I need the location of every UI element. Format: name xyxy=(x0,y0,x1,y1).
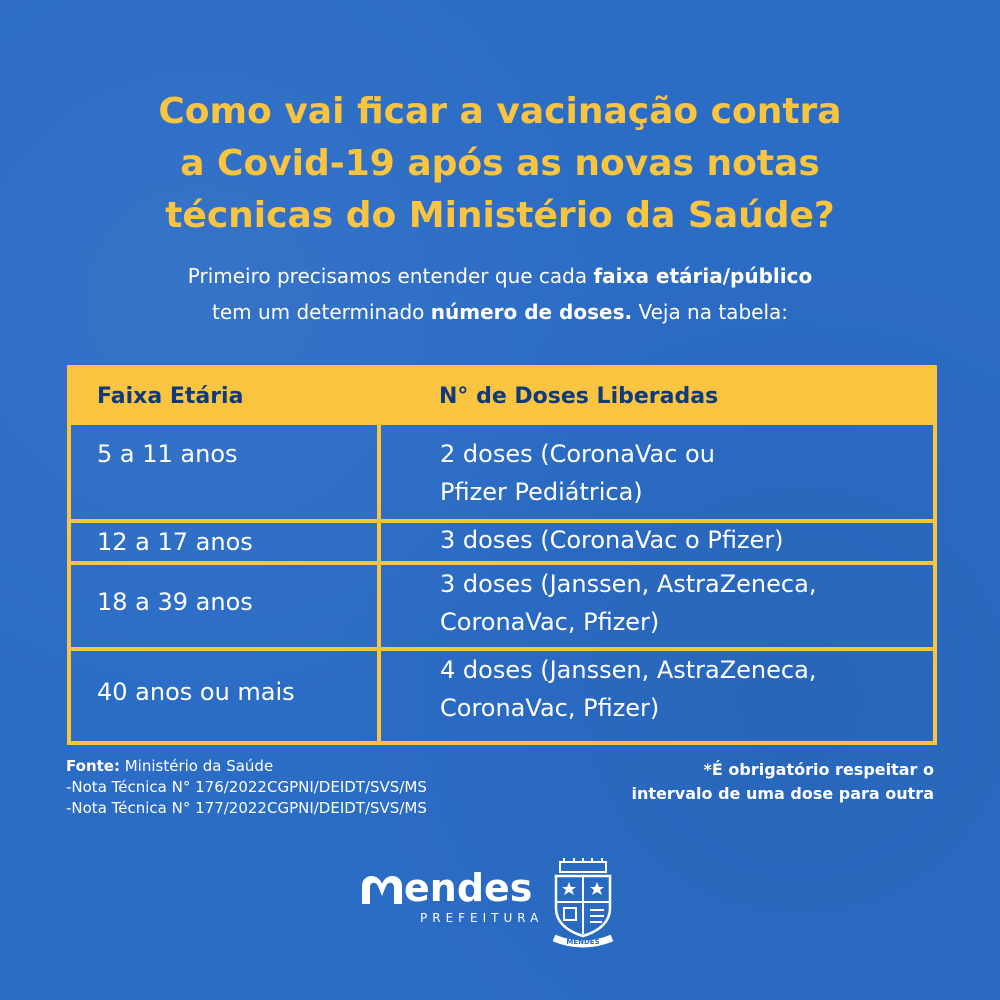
table-row-doses xyxy=(440,565,920,641)
doses-line-2: CoronaVac, Pfizer) xyxy=(440,608,660,636)
source-line xyxy=(66,756,427,777)
table-header xyxy=(71,369,933,425)
header-doses: N° de Doses Liberadas xyxy=(439,384,719,409)
intro-text xyxy=(0,258,1000,330)
table-row-age: 18 a 39 anos xyxy=(97,588,253,616)
heart-m-icon xyxy=(358,870,406,910)
intro-line-1-text: Primeiro precisamos entender que cada xyxy=(187,264,594,288)
seal-text: MENDES xyxy=(566,938,600,946)
doses-line-1: 4 doses (Janssen, AstraZeneca, xyxy=(440,656,817,684)
doses-line-1: 3 doses (CoronaVac o Pfizer) xyxy=(440,526,784,554)
source-label: Fonte: xyxy=(66,757,120,775)
page-title xyxy=(0,86,1000,242)
table-row-age: 40 anos ou mais xyxy=(97,678,295,706)
table-row-doses xyxy=(440,521,920,559)
source-note-2: -Nota Técnica N° 177/2022CGPNI/DEIDT/SVS/MS xyxy=(66,799,427,817)
intro-line-2-text: tem um determinado xyxy=(211,300,431,324)
source-text: Ministério da Saúde xyxy=(119,757,274,775)
logo-name: endes xyxy=(404,866,533,910)
interval-notice xyxy=(632,758,934,806)
title-line-2: a Covid-19 após as novas notas xyxy=(180,143,820,184)
doses-line-2: CoronaVac, Pfizer) xyxy=(440,694,660,722)
title-line-3: técnicas do Ministério da Saúde? xyxy=(165,195,835,236)
source-credits xyxy=(66,756,427,819)
doses-line-1: 3 doses (Janssen, AstraZeneca, xyxy=(440,570,817,598)
table-row-doses xyxy=(440,435,920,511)
column-divider xyxy=(377,425,381,745)
intro-line-2 xyxy=(0,294,1000,330)
mendes-logo xyxy=(358,866,548,936)
intro-line-2-bold: número de doses. xyxy=(430,300,633,324)
header-age: Faixa Etária xyxy=(97,384,244,409)
intro-line-1 xyxy=(0,258,1000,294)
intro-line-1-bold: faixa etária/público xyxy=(593,264,813,288)
logo-subtitle: PREFEITURA xyxy=(420,911,544,925)
doses-line-2: Pfizer Pediátrica) xyxy=(440,478,643,506)
notice-line-1: *É obrigatório respeitar o xyxy=(703,760,934,779)
source-note-1: -Nota Técnica N° 176/2022CGPNI/DEIDT/SVS/MS xyxy=(66,778,427,796)
notice-line-2: intervalo de uma dose para outra xyxy=(631,784,934,803)
doses-line-1: 2 doses (CoronaVac ou xyxy=(440,440,715,468)
table-row-doses xyxy=(440,651,920,727)
table-row-age: 12 a 17 anos xyxy=(97,528,253,556)
doses-table xyxy=(67,365,937,745)
city-seal-icon xyxy=(550,858,616,948)
table-row-age: 5 a 11 anos xyxy=(97,440,238,468)
title-line-1: Como vai ficar a vacinação contra xyxy=(158,91,842,132)
intro-line-2-end: Veja na tabela: xyxy=(632,300,788,324)
